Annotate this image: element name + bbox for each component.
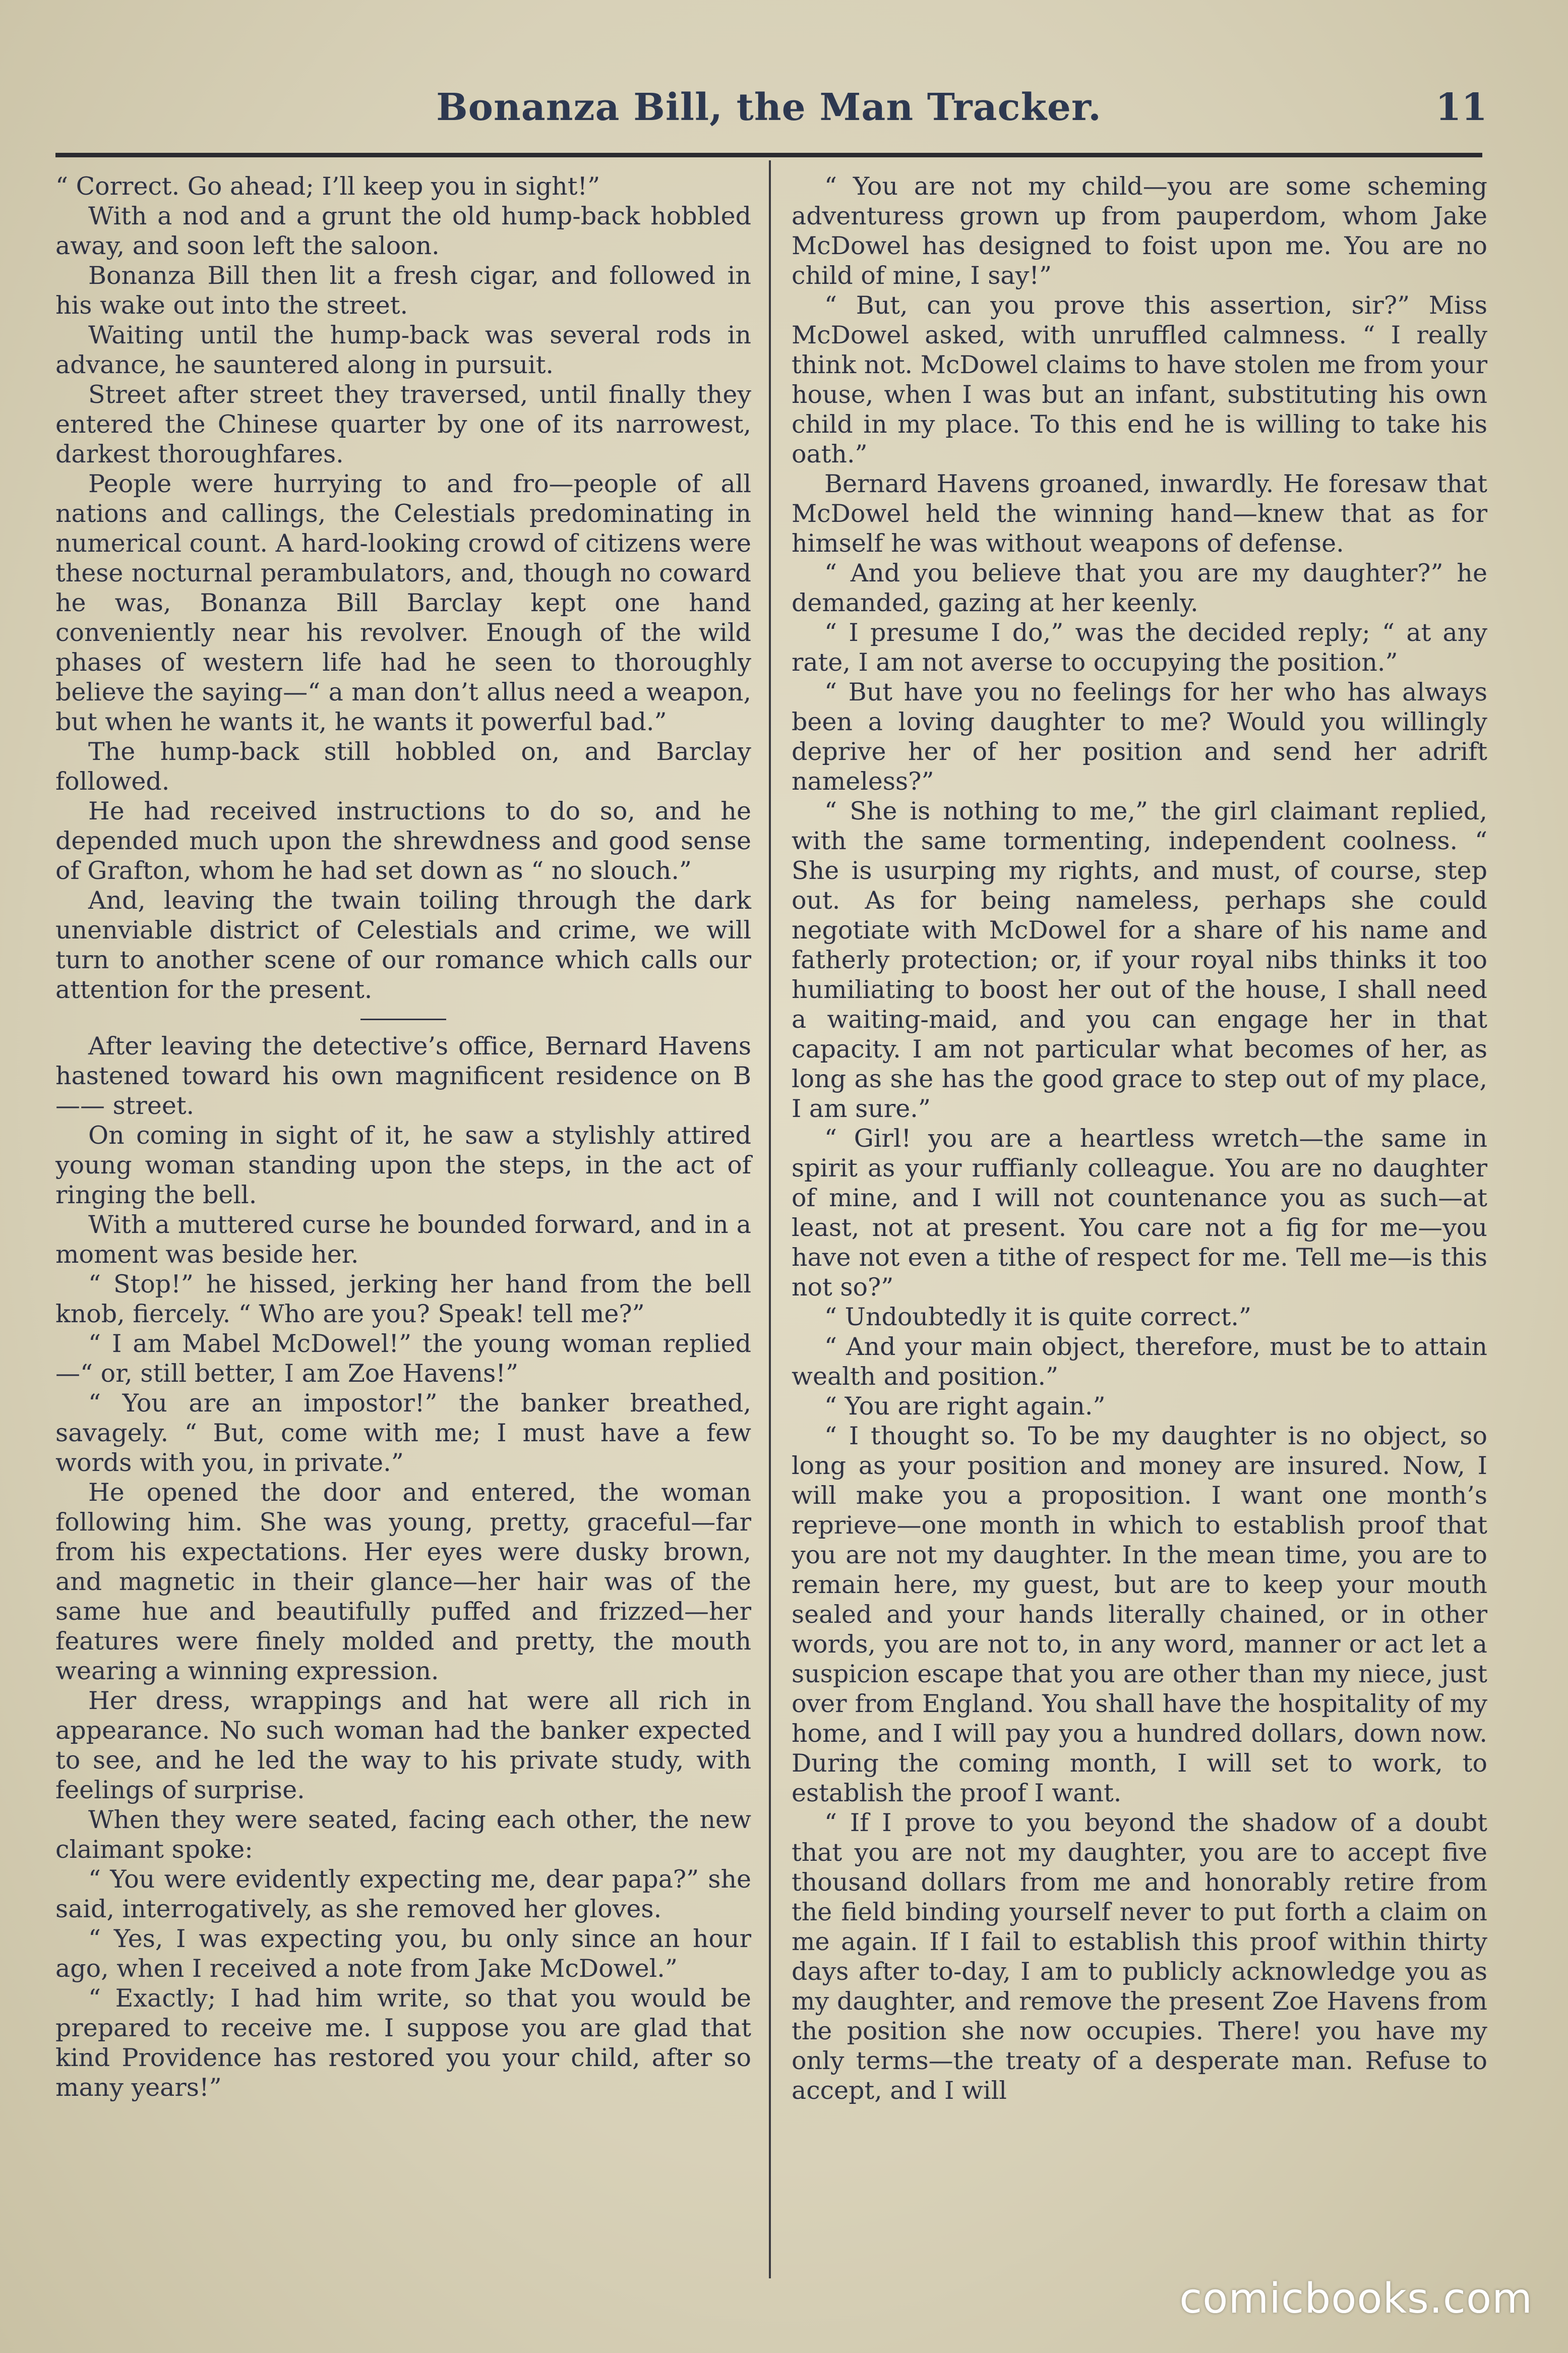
paragraph: He opened the door and entered, the woman following him. She was young, pretty, graceful—far from his expectations. Her eyes were dusky brown, and magnetic in their glance—her hair was of the same hue and beautifully puffed and frizzed—her features were finely molded and pretty, the mouth wearing a winning expression.: [55, 1478, 751, 1685]
paragraph: “ And you believe that you are my daughter?” he demanded, gazing at her keenly.: [792, 559, 1487, 617]
paragraph: “ But have you no feelings for her who has always been a loving daughter to me? Would you willingly deprive her of her position and send her adrift nameless?”: [792, 678, 1487, 796]
watermark: comicbooks.com: [1179, 2275, 1533, 2323]
paragraph: “ I thought so. To be my daughter is no object, so long as your position and money are insured. Now, I will make you a proposition. I want one month’s reprieve—one month in which to establish proof that you are not my daughter. In the mean time, you are to remain here, my guest, but are to keep your mouth sealed and your hands literally chained, or in other words, you are not to, in any word, manner or act let a suspicion escape that you are other than my niece, just over from England. You shall have the hospitality of my home, and I will pay you a hundred dollars, down now. During the coming month, I will set to work, to establish the proof I want.: [792, 1422, 1487, 1807]
paragraph: Her dress, wrappings and hat were all rich in appearance. No such woman had the banker expected to see, and he led the way to his private study, with feelings of surprise.: [55, 1686, 751, 1804]
paragraph: When they were seated, facing each other, the new claimant spoke:: [55, 1805, 751, 1864]
paragraph: “ I am Mabel McDowel!” the young woman replied—“ or, still better, I am Zoe Havens!”: [55, 1329, 751, 1388]
paragraph: “ You are an impostor!” the banker breathed, savagely. “ But, come with me; I must have a few words with you, in private.”: [55, 1389, 751, 1477]
paragraph: With a nod and a grunt the old hump-back hobbled away, and soon left the saloon.: [55, 202, 751, 260]
running-header: [55, 76, 1487, 131]
paragraph: Street after street they traversed, until finally they entered the Chinese quarter by one of its narrowest, darkest thoroughfares.: [55, 380, 751, 468]
page-number: 11: [1435, 86, 1487, 129]
paragraph: After leaving the detective’s office, Bernard Havens hastened toward his own magnificent residence on B—— street.: [55, 1032, 751, 1120]
column-divider: [769, 160, 771, 2278]
paragraph: “ Girl! you are a heartless wretch—the same in spirit as your ruffianly colleague. You are no daughter of mine, and I will not countenance you as such—at least, not at present. You care not a fig for me—you have not even a tithe of respect for me. Tell me—is this not so?”: [792, 1124, 1487, 1302]
paragraph: Bernard Havens groaned, inwardly. He foresaw that McDowel held the winning hand—knew that as for himself he was without weapons of defense.: [792, 469, 1487, 558]
paragraph: People were hurrying to and fro—people of all nations and callings, the Celestials predominating in numerical count. A hard-looking crowd of citizens were these nocturnal perambulators, and, though no coward he was, Bonanza Bill Barclay kept one hand conveniently near his revolver. Enough of the wild phases of western life had he seen to thoroughly believe the saying—“ a man don’t allus need a weapon, but when he wants it, he wants it powerful bad.”: [55, 469, 751, 736]
paragraph: “ Yes, I was expecting you, bu only since an hour ago, when I received a note from Jake McDowel.”: [55, 1924, 751, 1983]
paragraph: “ You are right again.”: [824, 1392, 1106, 1421]
paragraph: On coming in sight of it, he saw a stylishly attired young woman standing upon the steps, in the act of ringing the bell.: [55, 1121, 751, 1209]
header-rule: [55, 153, 1482, 157]
left-section-a: [55, 171, 751, 1005]
paragraph: With a muttered curse he bounded forward, and in a moment was beside her.: [55, 1210, 751, 1269]
paragraph: “ Correct. Go ahead; I’ll keep you in sight!”: [55, 172, 600, 201]
paragraph: “ If I prove to you beyond the shadow of a doubt that you are not my daughter, you are to accept five thousand dollars from me and honorably retire from the field binding yourself never to put forth a claim on me again. If I fail to establish this proof within thirty days after to-day, I am to publicly acknowledge you as my daughter, and remove the present Zoe Havens from the position she now occupies. There! you have my only terms—the treaty of a desperate man. Refuse to accept, and I will: [792, 1808, 1487, 2105]
paragraph: He had received instructions to do so, and he depended much upon the shrewdness and good sense of Grafton, whom he had set down as “ no slouch.”: [55, 797, 751, 885]
running-title: Bonanza Bill, the Man Tracker.: [436, 86, 1102, 129]
right-column: [792, 171, 1487, 2105]
paragraph: “ You are not my child—you are some scheming adventuress grown up from pauperdom, whom Jake McDowel has designed to foist upon me. You are no child of mine, I say!”: [792, 172, 1487, 290]
paragraph: “ And your main object, therefore, must be to attain wealth and position.”: [792, 1332, 1487, 1391]
paragraph: “ She is nothing to me,” the girl claimant replied, with the same tormenting, independent coolness. “ She is usurping my rights, and must, of course, step out. As for being nameless, perhaps she could negotiate with McDowel for a share of his name and fatherly protection; or, if your royal nibs thinks it too humiliating to boost her out of the house, I shall need a waiting-maid, and you can engage her in that capacity. I am not particular what becomes of her, as long as she has the good grace to step out of my place, I am sure.”: [792, 797, 1487, 1123]
paragraph: “ Exactly; I had him write, so that you would be prepared to receive me. I suppose you are glad that kind Providence has restored you your child, after so many years!”: [55, 1984, 751, 2102]
left-section-b: [55, 1031, 751, 2102]
paragraph: “ Undoubtedly it is quite correct.”: [824, 1303, 1251, 1331]
paragraph: “ But, can you prove this assertion, sir?” Miss McDowel asked, with unruffled calmness. “ I really think not. McDowel claims to have stolen me from your house, when I was but an infant, substituting his own child in my place. To this end he is willing to take his oath.”: [792, 291, 1487, 468]
paragraph: “ Stop!” he hissed, jerking her hand from the bell knob, fiercely. “ Who are you? Speak! tell me?”: [55, 1270, 751, 1328]
paragraph: “ I presume I do,” was the decided reply; “ at any rate, I am not averse to occupying the position.”: [792, 618, 1487, 677]
left-column: [55, 171, 751, 2102]
paragraph: Waiting until the hump-back was several rods in advance, he sauntered along in pursuit.: [55, 321, 751, 379]
section-break-rule: [360, 1019, 446, 1020]
paragraph: Bonanza Bill then lit a fresh cigar, and followed in his wake out into the street.: [55, 261, 751, 320]
paragraph: And, leaving the twain toiling through the dark unenviable district of Celestials and crime, we will turn to another scene of our romance which calls our attention for the present.: [55, 886, 751, 1004]
paragraph: “ You were evidently expecting me, dear papa?” she said, interrogatively, as she removed her gloves.: [55, 1865, 751, 1923]
paragraph: The hump-back still hobbled on, and Barclay followed.: [55, 737, 751, 796]
